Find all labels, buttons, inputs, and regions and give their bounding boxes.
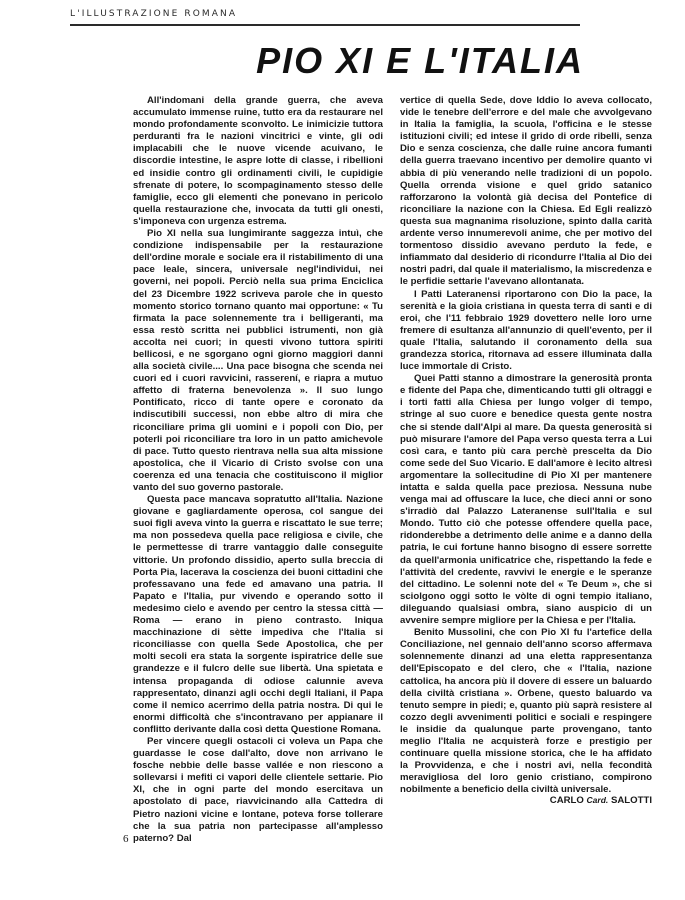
paragraph: Pio XI nella sua lungimirante saggezza intuì, che condizione indispensabile per la restaurazione dell'ordine morale e sociale era il ristabilimento di una pace leale, sincera, universale negl'individui, nei governi, nei popoli. Perciò nella sua prima Enciclica del 23 Dicembre 1922 scriveva parole che in questo momento storico tornano quanto mai opportune: « Tu firmata la pace solennemente tra i belligeranti, ma essa restò scritta nei pubblici istrumenti, non già accolta nei cuori; in questi vivono tuttora spiriti bellicosi, e ne sgorgano ogni giorno maggiori danni alla società civile.... Una pace bisogna che scenda nei cuori ed i cuori ravvicini, rasserení, e riapra a mutuo affetto di fraterna benevolenza ». Il suo lungo Pontificato, ricco di tante opere e coronato da indiscutibili successi, non ebbe altro di mira che riconciliare prima gli uomini e i popoli con Dio, per poterli poi riconciliare tra loro in un patto amichevole di pace. Tutto questo rientrava nella sua alta missione apostolica, che il Vicario di Cristo svolse con una coerenza ed una tenacia che costituiscono il miglior vanto del suo governo pastorale. — [133, 228, 383, 493]
paragraph: vertice di quella Sede, dove Iddio lo aveva collocato, vide le tenebre dell'errore e del male che avvolgevano in Italia la famiglia, la scuola, l'officina e le stesse istituzioni civili; ed intese il grido di orde ribelli, senza Dio e senza coscienza, che dalle ruine ancora fumanti della guerra traevano incentivo per demolire quanto vi abbia di più venerando nelle tradizioni di un popolo. Quella orrenda visione e quel grido satanico rafforzarono la volontà già decisa del Pontefice di riconciliare la nazione con la Chiesa. Ed Egli realizzò questa sua magnanima risoluzione, spinto dalla carità ardente verso innumerevoli anime, che per motivo del tormentoso dissidio avevano perduto la fede, e infiammato dal desiderio di ricondurre l'Italia al Dio dei nostri padri, dal quale il materialismo, la miscredenza e le perfidie settarie l'avevano allontanata. — [400, 95, 652, 288]
article-title: PIO XI E L'ITALIA — [256, 40, 584, 81]
paragraph: Questa pace mancava sopratutto all'Italia. Nazione giovane e gagliardamente operosa, col sangue dei suoi figli aveva vinto la guerra e riscattato le sue terre; ma non possedeva quella pace religiosa e civile, che le permettesse di trarre vantaggio dalle conseguite vittorie. Un profondo dissidio, aperto sulla breccia di Porta Pia, lacerava la coscienza dei buoni cittadini che professavano una fede ed amavano una patria. Il Papato e l'Italia, pur vivendo e operando sotto il medesimo cielo e avendo per centro la stessa città — Roma — erano in pieno contrasto. Iniqua macchinazione di sètte impediva che l'Italia si riconciliasse con quella Sede Apostolica, che per molti secoli era stata la sorgente ispiratrice delle sue grandezze e il fulcro delle sue libertà. Una spietata e intensa propaganda di odiose calunnie aveva rappresentato, dinanzi agli occhi degli Italiani, il Papa come il nemico acerrimo della patria nostra. Di qui le enormi difficoltà che s'incontravano per appianare il conflitto derivante dalla così detta Questione Romana. — [133, 494, 383, 735]
author-signature — [400, 795, 652, 806]
paragraph: Quei Patti stanno a dimostrare la generosità pronta e fidente del Papa che, dimenticando tutti gli oltraggi e i torti fatti alla Chiesa per lungo volger di tempo, stringe al suo cuore e benedice questa gente nostra che si stende dall'Alpi al mare. Da questa generosità si può misurare l'amore del Papa verso questa terra a Lui così cara, e tanto più cara perchè prescelta da Dio come sede del Suo Vicario. E dall'amore è lecito altresì argomentare la sollecitudine di Pio XI per mantenere intatta e salda quella pace preziosa. Nessuna nube venga mai ad offuscare la luce, che dieci anni or sono s'irradiò dal Palazzo Lateranense sull'Italia e sul Mondo. Tutto ciò che potesse offendere quella pace, ridonderebbe a detrimento delle anime e a danno della patria, le cui fortune hanno bisogno di essere sorrette da quell'armonia unificatrice che, rispettando la fede e l'attività del credente, ravvivi le energie e le speranze del cittadino. Le solenni note del « Te Deum », che si sciolgono oggi sotto le vòlte di ogni tempio italiano, dileguando qualsiasi ombra, siano auspicio di un avvenire sempre migliore per la Chiesa e per l'Italia. — [400, 373, 652, 627]
author-last-name: SALOTTI — [610, 795, 652, 806]
paragraph: Per vincere quegli ostacoli ci voleva un Papa che guardasse le cose dall'alto, dove non arrivano le fosche nebbie delle basse vallée e non riescono a sollevarsi i mefiti ci vapori delle clientele settarie. Pio XI, che in ogni parte del mondo esercitava un apostolato di pace, riavvicinando alla Cattedra di Pietro nazioni vicine e lontane, poteva forse tollerare che la sua patria non partecipasse all'amplesso paterno? Dal — [133, 735, 383, 844]
author-title: Card. — [586, 795, 609, 805]
article-column-left — [133, 95, 383, 845]
running-header: L'ILLUSTRAZIONE ROMANA — [70, 9, 238, 19]
paragraph: I Patti Lateranensi riportarono con Dio la pace, la serenità e la gioia cristiana in questa terra di santi e di eroi, che l'11 febbraio 1929 dovettero nelle loro urne fremere di esultanza all'annunzio di quell'evento, per il quale l'Italia, salutando il coronamento della sua grandezza storica, ritornava ad essere illuminata dalla luce immortale di Cristo. — [400, 288, 652, 373]
author-first-name: CARLO — [549, 795, 584, 806]
article-column-right — [400, 95, 652, 796]
header-rule — [70, 24, 580, 26]
paragraph: Benito Mussolini, che con Pio XI fu l'artefice della Conciliazione, nel gennaio dell'anno scorso affermava solennemente dinanzi ad una eletta rappresentanza dell'Episcopato e del clero, che « l'Italia, nazione cattolica, ha ancora più il dovere di essere un baluardo della civiltà cristiana ». Orbene, questo baluardo va tenuto sempre in piedi; e, quanto più saprà resistere al cozzo degli avvenimenti politici e sociali e respingere le insidie da qualunque parte provengano, tanto meglio l'Italia ne acquisterà forze e prestigio per continuare quella missione storica, che le ha affidato la Provvidenza, e che i nostri avi, nella fecondità meravigliosa del loro genio cristiano, compirono nobilmente a beneficio della civiltà universale. — [400, 627, 652, 796]
page-number: 6 — [123, 833, 129, 845]
paragraph: All'indomani della grande guerra, che aveva accumulato immense ruine, tutto era da restaurare nel mondo profondamente sconvolto. Le inimicizie tuttora perduranti fra le nazioni vincitrici e vinte, gli odi implacabili che le nuove vicende acuivano, le discordie intestine, le aspre lotte di classe, i ribellioni ed insidie contro gli ordinamenti civili, le cupidigie sfrenate di potere, lo scompaginamento stesso delle famiglie, ecco gli elementi che ponevano in pericolo quella restaurazione che, invocata da tutti gli onesti, s'imponeva con urgenza estrema. — [133, 95, 383, 227]
